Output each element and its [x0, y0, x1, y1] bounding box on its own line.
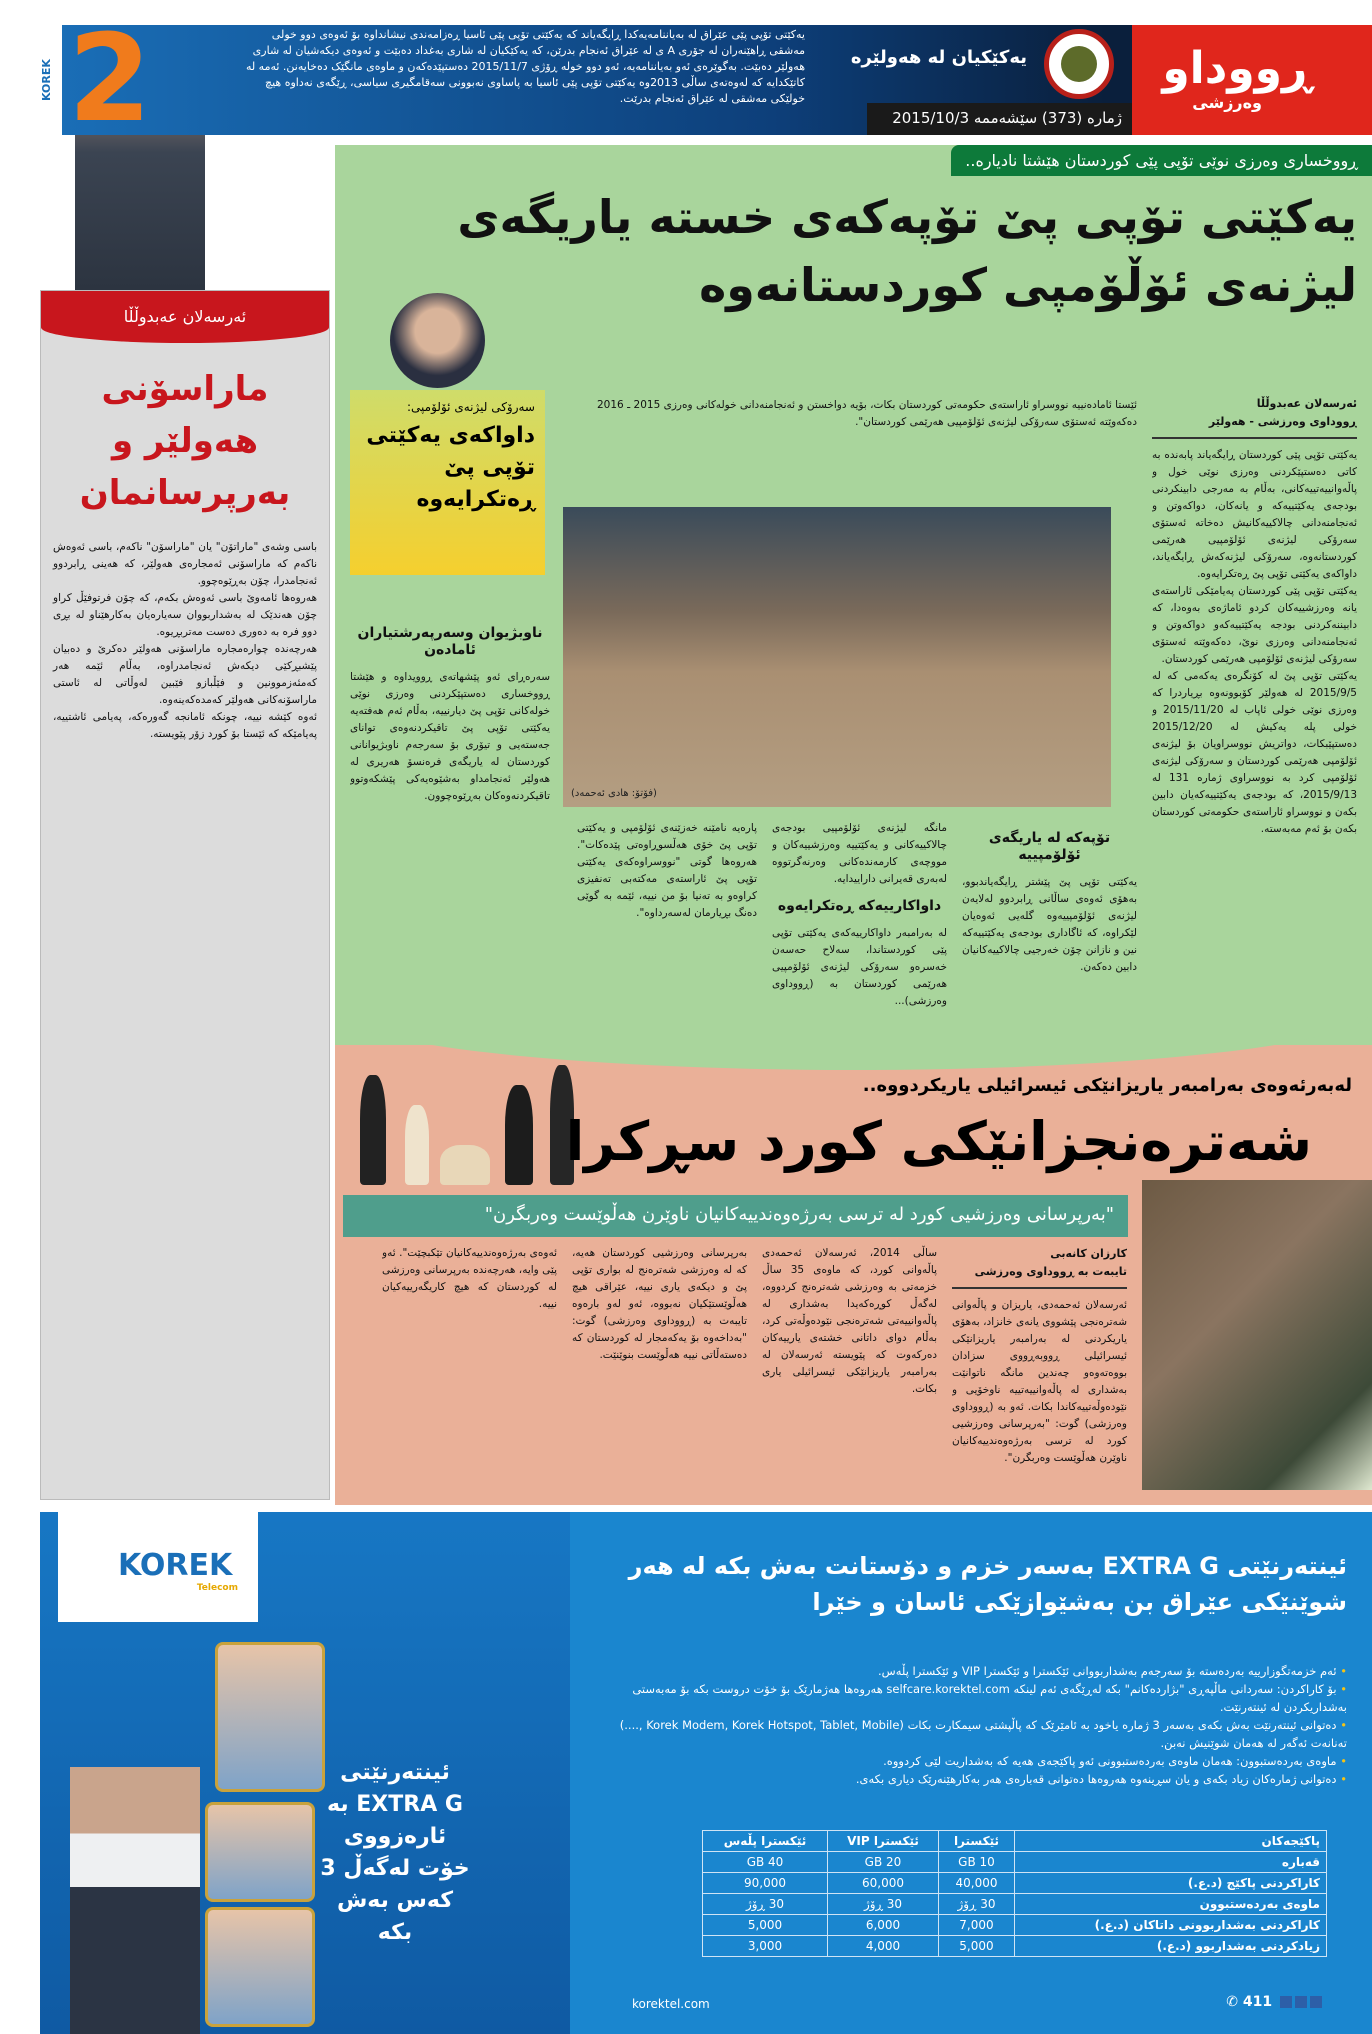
ad-title: ئینتەرنێتی EXTRA G بەسەر خزم و دۆستانت بەش بکە لە هەر شوێنێکی عێراق بن بەشێوازێکی ئاسان و خێرا — [628, 1552, 1347, 1616]
match-photo — [563, 507, 1111, 807]
korek-logo-vertical: KOREK — [40, 25, 62, 135]
table-cell: 3,000 — [703, 1936, 828, 1957]
table-cell: قەبارە — [1014, 1852, 1326, 1873]
table-cell: کاراکردنی پاکێج (د.ع.) — [1014, 1873, 1326, 1894]
ad-bullet: • ئەم خزمەتگوزارییە بەردەستە بۆ سەرجەم بەشداربووانی ئێکسترا و ئێکسترا VIP و ئێکسترا پڵەس. — [607, 1662, 1347, 1680]
table-cell: ئێکسترا VIP — [828, 1831, 939, 1852]
logo-text: KOREK — [118, 1548, 233, 1583]
chess-player-photo — [1142, 1180, 1372, 1490]
header-intro: یەکێتی تۆپی پێی عێراق لە بەیاننامەیەکدا ڕایگەیاند کە یەکێتی تۆپی پێی ئاسیا ڕەزامەندی نیشانداوە بۆ ئەوەی دوو خولی مەشقی ڕاهێنەران لە جۆری A ی لە عێراق ئەنجام بدرێن، کە یەکێکیان لە شاری بەغداد دەبێت و ئەوەی دیکەشیان لە شاری هەولێر دەبێت. بەگوێرەی ئەو بەیاننامەیە، ئەو دوو خولە ڕۆژی 2015/11/7 دەستپێدەکەن و ماوەی مانگێک دەخایەنن. ئەمە لە کاتێکدایە کە لەوەتەی ساڵی 2013وە یەکێتی تۆپی پێی ئاسیا بە پاساوی نەبوونی سەقامگیری سیاسی، ڕێگەی نەداوە هیچ خولێکی مەشقی لە عێراق ئەنجام بدرێت. — [245, 28, 805, 105]
package-table — [702, 1830, 1327, 1957]
phone-number: 411 — [1242, 1994, 1273, 2010]
table-cell: 4,000 — [828, 1936, 939, 1957]
facebook-icon[interactable] — [1310, 1996, 1322, 2008]
website-link[interactable]: korektel.com — [632, 1997, 710, 2011]
chess-kicker: لەبەرئەوەی بەرامبەر یاریزانێکی ئیسرائیلی یاریکردووە.. — [862, 1075, 1352, 1096]
phone-icon: ✆ — [1226, 1994, 1239, 2010]
article-kicker: ڕووخساری وەرزی نوێی تۆپی پێی کوردستان هێشتا نادیارە.. — [951, 145, 1372, 176]
ad-bullet: • دەتوانی ژمارەکان زیاد بکەی و یان سڕینەوە هەروەها دەتوانی قەبارەی هەر بەکارهێنەرێک دیاری بکەی. — [607, 1770, 1347, 1788]
table-cell: 5,000 — [938, 1936, 1014, 1957]
table-row — [703, 1873, 1327, 1894]
article-paragraph: یەکێتی تۆپی پێ پێشتر ڕایگەیاندبوو، بەهۆی ئەوەی ساڵانی ڕابردوو لەلایەن لیژنەی ئۆلۆمپییەوە گلەیی ئەوەیان لێکراوە، کە ئاگاداری بودجەی یەکێتییەکە نین و نازانن چۆن خەرجیی چالاکییەکانیان دابین دەکەن. — [962, 876, 1137, 973]
brand-name: ڕووداو — [1162, 43, 1312, 94]
table-cell: 90,000 — [703, 1873, 828, 1894]
boy-photo — [205, 1802, 315, 1902]
family-photo — [215, 1642, 325, 1792]
table-row — [703, 1936, 1327, 1957]
byline-place: تایبەت بە ڕووداوی وەرزشی — [974, 1265, 1127, 1278]
article-paragraph: ئێستا ئامادەنییە نووسراو ئاراستەی حکومەتی کوردستان بکات، بۆیە دواخستن و ئەنجامنەدانی خولەکانی وەرزی 2015 ـ 2016 دەکەوێتە ئەستۆی سەرۆکی لیژنەی ئۆلۆمپیی هەرێمی کوردستان". — [597, 399, 1137, 428]
chess-article — [335, 1045, 1372, 1505]
column-paragraph: هەرچەندە چوارەمجارە ماراسۆنی هەولێر دەکرێ و دەبیان پێشبڕکێی دیکەش ئەنجامدراوە، بەڵام ئێمە هەر کەمئەزموونین و فێڵبازو فێبین لەوڵاتی لە ئاستی ماراسۆنەکانی هەولێر کەمدەکەینەوە. — [53, 643, 317, 706]
byline-author: ئەرسەلان عەبدوڵڵا — [1256, 397, 1357, 410]
ad-info-panel — [570, 1512, 1372, 2034]
table-cell: 7,000 — [938, 1915, 1014, 1936]
table-cell: 10 GB — [938, 1852, 1014, 1873]
youtube-icon[interactable] — [1280, 1996, 1292, 2008]
column-paragraph: باسی وشەی "ماراتۆن" یان "ماراسۆن" ناکەم، باسی ئەوەش ناکەم کە ماراسۆنی ئەمجارەی هەولێر، کە هەینی ڕابردوو ئەنجامدرا، چۆن بەڕێوەچوو. — [53, 541, 317, 587]
brand-sub: وەرزشی — [1192, 93, 1262, 112]
photo-caption: (فۆتۆ: هادی ئەحمەد) — [571, 788, 657, 799]
column-headline: ماراسۆنی هەولێر و بەرپرسانمان — [79, 369, 291, 513]
korek-logo — [58, 1512, 258, 1622]
article-headline: یەکێتی تۆپی پێ تۆپەکەی خستە یاریگەی لیژنەی ئۆڵۆمپی کوردستانەوە — [457, 190, 1357, 312]
section-title: یەکێکیان لە هەولێرە — [850, 47, 1027, 68]
table-cell: پاکێجەکان — [1014, 1831, 1326, 1852]
table-cell: 30 ڕۆژ — [938, 1894, 1014, 1915]
table-cell: زیادکردنی بەشداربوو (د.ع.) — [1014, 1936, 1326, 1957]
woman-photo — [205, 1907, 315, 2027]
column-paragraph: هەروەها ئامەوێ باسی ئەوەش بکەم، کە چۆن فرتوفێڵ کراو چۆن هەندێک لە بەشداربووان سەیارەیان بەکارهێناو لە بڕی دوو فرە بە دەوری دەست مەتربڕیوە. — [53, 592, 317, 638]
chess-headline: شەترەنجزانێکی کورد سڕکرا — [565, 1110, 1312, 1173]
twitter-icon[interactable] — [1295, 1996, 1307, 2008]
article-paragraph: یەکێتی تۆپی پێی کوردستان پەیامێکی ئاراستەی یانە وەرزشییەکان کردو ئاماژەی بەوەدا، کە دابیننەکردنی بودجە یەکێتییەکەو دواکەوتن و ئەنجامنەدانی وەرزی نوێ، دەکەوێتە ئەستۆی سەرۆکی لیژنەی ئۆلۆمپی هەرێمی کوردستان. — [1152, 585, 1357, 665]
pull-quote-box — [350, 390, 545, 575]
article-paragraph: لە بەرامبەر داواکارییەکەی یەکێتی تۆپی پێی کوردستاندا، سەلاح حەسەن خەسرەو سەرۆکی لیژنەی ئۆلۆمپیی هەرێمی کوردستان بە (ڕووداوی وەرزشی)... — [772, 927, 947, 1007]
table-cell: 60,000 — [828, 1873, 939, 1894]
football-article — [335, 145, 1372, 1075]
page-number: 2 — [68, 10, 152, 149]
article-paragraph: پارەیە نامێنە خەزێنەی ئۆلۆمپی و یەکێتی تۆپی پێ خۆی هەڵسوڕاوەتی پێدەکات". هەروەها گوتی "نووسراوەکەی یەکێتی تۆپی پێ ئاراستەی مەکتەبی تەنفیزی کراوەو بە تەنیا بۆ من نییە، ئێمە بە گوێی دەنگ بڕیارمان لەسەرداوە". — [577, 822, 757, 919]
table-cell: 40,000 — [938, 1873, 1014, 1894]
businessman-photo — [70, 1767, 200, 2034]
table-row — [703, 1915, 1327, 1936]
ad-side-slogan: ئینتەرنێتی EXTRA G بە ئارەزووی خۆت لەگەڵ 3 کەس بەش بکە — [320, 1760, 470, 1945]
column-paragraph: ئەوە کێشە نییە، چونکە ئامانجە گەورەکە، پەیامی ئاشتییە، پەیامێکە کە ئێستا بۆ کورد زۆر پێویستە. — [53, 711, 317, 740]
table-cell: ئێکسترا — [938, 1831, 1014, 1852]
columnist-name: ئەرسەلان عەبدوڵڵا — [41, 291, 329, 343]
table-cell: 5,000 — [703, 1915, 828, 1936]
issue-date: ژمارە (373) سێشەممە 2015/10/3 — [867, 103, 1132, 135]
byline-author: کارزان کانەبی — [1050, 1247, 1127, 1260]
federation-seal-icon — [1044, 29, 1114, 99]
ad-bullet: • بۆ کاراکردن: سەردانی ماڵپەڕی "بژاردەکانم" بکە لەڕێگەی ئەم لینکە selfcare.korektel.com هەروەها هەژمارێک بۆ خۆت دروست بکە بۆ مەبەستی بەشداریکردن لە ئینتەرنێت. — [607, 1680, 1347, 1716]
opinion-column — [40, 290, 330, 1500]
byline-place: ڕووداوی وەرزشی - هەولێر — [1208, 415, 1357, 428]
article-paragraph: ساڵی 2014، ئەرسەلان ئەحمەدی پاڵەوانی کورد، کە ماوەی 35 ساڵ خزمەتی بە وەرزشی شەترەنج کردووە، لەگەڵ کوڕەکەیدا بەشداری لە پاڵەوانییەتی شەترەنجی نێودەوڵەتی کرد، بەڵام دوای داتانی خشتەی یارییەکان دەرکەوت کە پێویستە ئەرسەلان لە بەرامبەر یاریزانێکی ئیسرائیلی یاری بکات. — [762, 1247, 937, 1395]
korek-advertisement — [40, 1512, 1372, 2034]
table-row — [703, 1894, 1327, 1915]
table-cell: 40 GB — [703, 1852, 828, 1873]
table-row — [703, 1852, 1327, 1873]
article-paragraph: یەکێتی تۆپی پێ لە کۆنگرەی یەکەمی کە لە 2015/9/5 لە هەولێر کۆبوونەوە بڕیاردرا کە وەرزی نوێی خولی ئاپاب لە 2015/11/20 و خولی پلە یەکیش لە 2015/12/20 دەستپێبکات، دواتریش نووسراویان بۆ لیژنەی ئۆلۆمپی هەرێمی کوردستان و سەرۆکی لیژنەی ئۆلۆمپی کرد بە نووسراوی ژمارە 131 لە 2015/9/13، کە بودجەی یەکێتییەکەیان دابین بکەن و نووسراو ئاراستەی حکومەتی کوردستان بکەن بۆ ئەم مەبەستە. — [1152, 670, 1357, 835]
pull-quote-title: داواکەی یەکێتی تۆپی پێ ڕەتکرایەوە — [366, 423, 535, 512]
article-paragraph: سەرەڕای ئەو پێشهاتەی ڕوویداوە و هێشتا ڕووخساری دەستپێکردنی وەرزی نوێی خولەکانی تۆپی پێ دیارنییە، بەڵام ئەم هەفتەیە یەکێتی تۆپی پێ تاقیکردنەوەی توانای جەستەیی و تیۆری بۆ سەرجەم ناوبژیوانانی کوردستان لە یاریگەی فرەنسۆ هەریری لە هەولێر ئەنجامداو بەشێوەیەکی پێشکەوتوو تاقیکردنەوەکان بەڕێوەچوون. — [350, 671, 550, 802]
ad-bullet: • دەتوانی ئینتەرنێت بەش بکەی بەسەر 3 ژمارە یاخود بە ئامێرێک کە پاڵپشتی سیمکارت بکات (Korek Modem, Korek Hotspot, Tablet, Mobile ,....) تەنانەت ئەگەر لە هەمان شوێنیش نەبن. — [607, 1716, 1347, 1752]
page-header — [40, 10, 1372, 149]
article-paragraph: ئەرسەلان ئەحمەدی، یاریزان و پاڵەوانی شەترەنجی پێشووی یانەی خانزاد، بەهۆی یاریکردنی لە بەرامبەر یاریزانێکی ئیسرائیلی ڕووبەڕووی سزادان بووەتەوەو چەندین مانگە ناتوانێت بەشداری لە پاڵەوانییەتییە ناوخۆیی و نێودەوڵەتییەکاندا بکات. ئەو بە (ڕووداوی وەرزشی) گوت: "بەرپرسانی وەرزشیی کورد لە ترسی بەرژەوەندییەکانیان ناوێرن هەڵوێست وەربگرن". — [952, 1299, 1127, 1464]
ad-bullet: • ماوەی بەردەستبوون: هەمان ماوەی بەردەستبوونی ئەو پاکێجەی هەیە کە بەشداریت لێی کردووە. — [607, 1752, 1347, 1770]
contact-info — [1226, 1994, 1322, 2010]
table-cell: 20 GB — [828, 1852, 939, 1873]
article-paragraph: مانگە لیژنەی ئۆلۆمپیی بودجەی چالاکییەکانی و یەکێتییە وەرزشییەکان و مووچەی کارمەندەکانی وەرنەگرتووە لەبەری قەیرانی داراییدایە. — [772, 822, 947, 885]
article-paragraph: ئەوەی بەرژەوەندییەکانیان تێکبچێت". ئەو پێی وایە، هەرچەندە بەرپرسانی وەرزشی لە کوردستان کە هیچ کاریگەرییەکیان نییە. — [382, 1247, 557, 1310]
table-cell: 30 ڕۆژ — [703, 1894, 828, 1915]
article-paragraph: بەرپرسانی وەرزشیی کوردستان هەیە، کە لە وەرزشی شەترەنج لە بواری تۆپی پێ و دیکەی یاری نییە، عێراقی هیچ هەڵوێستێکیان نەبووە، ئەو لەو بارەوە تایبەت بە (ڕووداوی وەرزشی) گوت: "بەداخەوە بۆ یەکەمجار لە کوردستان کە دەستەڵاتی نییە هەڵوێست بنوێنێت. — [572, 1247, 747, 1361]
chess-pieces-image — [345, 1045, 575, 1185]
logo-subtext: Telecom — [196, 1583, 238, 1593]
table-cell: 30 ڕۆژ — [828, 1894, 939, 1915]
olympic-chairman-photo — [390, 293, 485, 388]
table-cell: ئێکسترا پڵەس — [703, 1831, 828, 1852]
table-cell: ماوەی بەردەستبوون — [1014, 1894, 1326, 1915]
table-row — [703, 1831, 1327, 1852]
article-subhead: تۆپەکە لە یاریگەی ئۆلۆمپییە — [988, 830, 1111, 863]
article-paragraph: یەکێتی تۆپی پێی کوردستان ڕایگەیاند پابەندە بە کاتی دەستپێکردنی وەرزی نوێی خول و پاڵەوانییەتییەکانی، بەڵام بە مەرجی دابینکردنی بودجەی یەکێتییەکە و یانەکان، دواکەوتن و ئەنجامنەدانی چالاکییەکانیش دەخاتە ئەستۆی سەرۆکی لیژنەی ئۆلۆمپیی هەرێمی کوردستانەوە، سەرۆکی لیژنەکەش ڕایگەیاند، داواکەی یەکێتی تۆپی پێ ڕەتکرایەوە. — [1152, 449, 1357, 580]
table-cell: کاراکردنی بەشداربوونی داتاکان (د.ع.) — [1014, 1915, 1326, 1936]
article-subhead: ناوبژیوان وسەرپەرشتیاران ئامادەن — [357, 625, 543, 658]
article-subhead: داواکارییەکە ڕەتکرایەوە — [777, 898, 942, 914]
table-cell: 6,000 — [828, 1915, 939, 1936]
brand-logo — [1132, 25, 1372, 135]
pull-quote-kicker: سەرۆکی لیژنەی ئۆلۆمپی: — [407, 400, 535, 414]
chess-quote-bar: "بەرپرسانی وەرزشیی کورد لە ترسی بەرژەوەندییەکانیان ناوێرن هەڵوێست وەربگرن" — [343, 1195, 1128, 1237]
